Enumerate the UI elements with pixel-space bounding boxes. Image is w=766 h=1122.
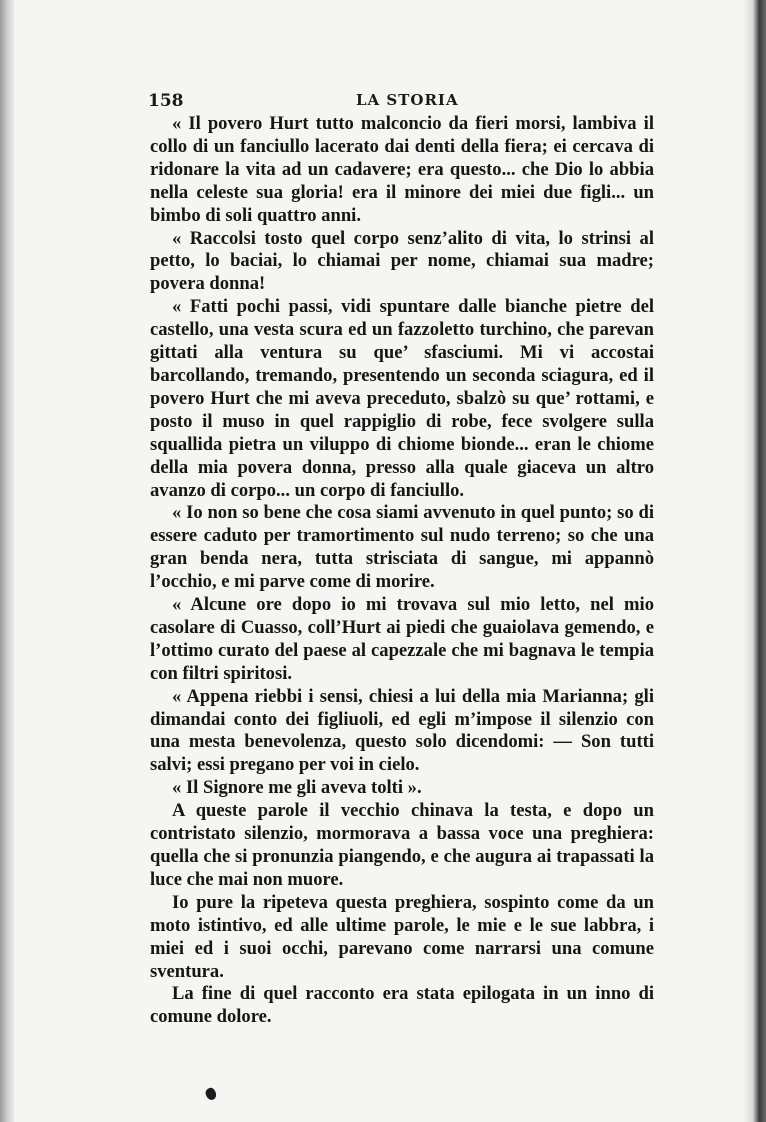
running-head: LA STORIA bbox=[356, 91, 459, 109]
paragraph: La fine di quel racconto era stata epilogata in un inno di comune dolore. bbox=[150, 983, 654, 1028]
page-header bbox=[148, 91, 653, 115]
paragraph: « Fatti pochi passi, vidi spuntare dalle bianche pietre del castello, una vesta scura ed un fazzoletto turchino, che parevan gittati alla ventura su que’ sfasciumi. Mi vi accostai barcollando, tremando, presentendo un seconda sciagura, ed il povero Hurt che mi aveva preceduto, sbalzò su que’ rottami, e posto il muso in quel rappiglio di robe, fece svolgere sulla squallida pietra un viluppo di chiome bionde... eran le chiome della mia povera donna, presso alla quale giaceva un altro avanzo di corpo... un corpo di fanciullo. bbox=[150, 296, 654, 501]
page-gutter-shadow bbox=[0, 0, 14, 1122]
paragraph: « Raccolsi tosto quel corpo senz’alito di vita, lo strinsi al petto, lo baciai, lo chiamai per nome, chiamai sua madre; povera donna! bbox=[150, 227, 654, 295]
paragraph: « Appena riebbi i sensi, chiesi a lui della mia Marianna; gli dimandai conto dei figliuoli, ed egli m’impose il silenzio con una mesta benevolenza, questo solo dicendomi: — Son tutti salvi; essi pregano per voi in cielo. bbox=[150, 685, 654, 776]
body-text bbox=[150, 113, 654, 1029]
ink-blot-mark bbox=[204, 1086, 219, 1101]
page-number: 158 bbox=[148, 91, 184, 111]
paragraph: « Il Signore me gli aveva tolti ». bbox=[172, 777, 422, 799]
paragraph: « Io non so bene che cosa siami avvenuto in quel punto; so di essere caduto per tramortimento sul nudo terreno; so che una gran benda nera, tutta strisciata di sangue, mi appannò l’occhio, e mi parve come di morire. bbox=[150, 502, 654, 593]
paragraph: « Alcune ore dopo io mi trovava sul mio letto, nel mio casolare di Cuasso, coll’Hurt ai piedi che guaiolava gemendo, e l’ottimo curato del paese al capezzale che mi bagnava le tempia con filtri spiritosi. bbox=[150, 594, 654, 684]
paragraph: « Il povero Hurt tutto malconcio da fieri morsi, lambiva il collo di un fanciullo lacerato dai denti della fiera; ei cercava di ridonare la vita ad un cadavere; era questo... che Dio lo abbia nella celeste sua gloria! era il minore dei miei due figli... un bimbo di soli quattro anni. bbox=[150, 113, 654, 226]
paragraph: A queste parole il vecchio chinava la testa, e dopo un contristato silenzio, mormorava a bassa voce una preghiera: quella che si pronunzia piangendo, e che augura ai trapassati la luce che mai non muore. bbox=[150, 800, 654, 890]
paragraph: Io pure la ripeteva questa preghiera, sospinto come da un moto istintivo, ed alle ultime parole, le mie e le sue labbra, i miei ed i suoi occhi, parevano come narrarsi una comune sventura. bbox=[150, 891, 654, 982]
page-right-edge bbox=[744, 0, 766, 1122]
